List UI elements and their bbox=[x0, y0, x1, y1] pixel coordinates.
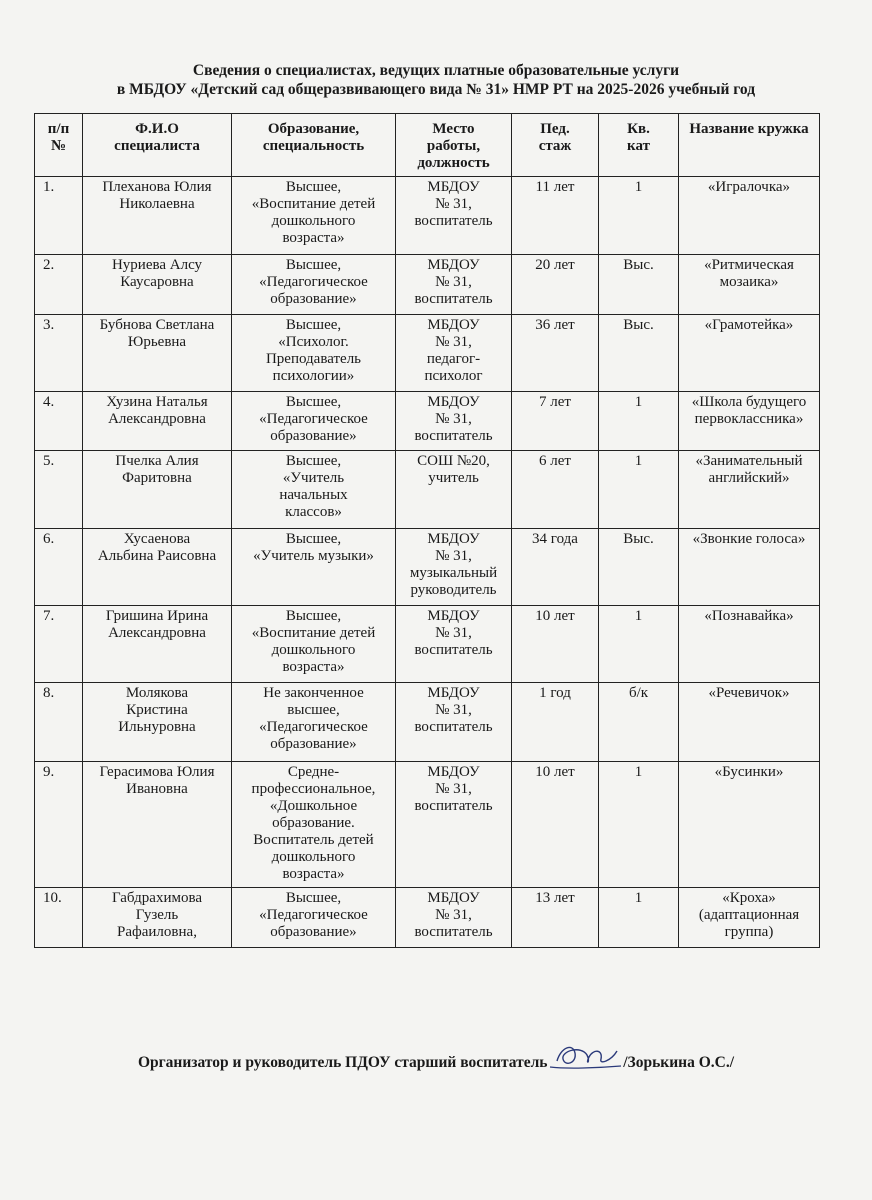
cell-experience: 6 лет bbox=[512, 451, 599, 529]
cell-category: 1 bbox=[599, 888, 679, 948]
cell-number: 1. bbox=[35, 177, 83, 255]
cell-number: 6. bbox=[35, 529, 83, 606]
table-row bbox=[35, 888, 820, 948]
table-row bbox=[35, 683, 820, 762]
cell-club: «Игралочка» bbox=[679, 177, 820, 255]
cell-club: «Познавайка» bbox=[679, 606, 820, 683]
cell-name: Молякова Кристина Ильнуровна bbox=[83, 683, 232, 762]
cell-education: Не законченное высшее, «Педагогическое образование» bbox=[232, 683, 396, 762]
cell-club: «Занимательный английский» bbox=[679, 451, 820, 529]
cell-workplace: МБДОУ № 31, музыкальный руководитель bbox=[396, 529, 512, 606]
cell-workplace: МБДОУ № 31, педагог- психолог bbox=[396, 315, 512, 392]
cell-club: «Речевичок» bbox=[679, 683, 820, 762]
cell-name: Пчелка Алия Фаритовна bbox=[83, 451, 232, 529]
cell-education: Высшее, «Педагогическое образование» bbox=[232, 888, 396, 948]
cell-education: Высшее, «Воспитание детей дошкольного возраста» bbox=[232, 177, 396, 255]
table-row bbox=[35, 529, 820, 606]
cell-workplace: МБДОУ № 31, воспитатель bbox=[396, 177, 512, 255]
cell-club: «Кроха» (адаптационная группа) bbox=[679, 888, 820, 948]
document-title-line-1: Сведения о специалистах, ведущих платные образовательные услуги bbox=[192, 62, 680, 79]
cell-workplace: МБДОУ № 31, воспитатель bbox=[396, 683, 512, 762]
cell-name: Бубнова Светлана Юрьевна bbox=[83, 315, 232, 392]
cell-name: Хусаенова Альбина Раисовна bbox=[83, 529, 232, 606]
cell-number: 8. bbox=[35, 683, 83, 762]
cell-experience: 36 лет bbox=[512, 315, 599, 392]
column-header-category: Кв. кат bbox=[599, 114, 679, 177]
cell-education: Высшее, «Педагогическое образование» bbox=[232, 255, 396, 315]
table-row bbox=[35, 451, 820, 529]
footer-position-text: Организатор и руководитель ПДОУ старший воспитатель bbox=[137, 1054, 548, 1071]
cell-education: Высшее, «Воспитание детей дошкольного возраста» bbox=[232, 606, 396, 683]
cell-category: Выс. bbox=[599, 315, 679, 392]
cell-number: 2. bbox=[35, 255, 83, 315]
cell-education: Высшее, «Учитель начальных классов» bbox=[232, 451, 396, 529]
cell-workplace: СОШ №20, учитель bbox=[396, 451, 512, 529]
signature-image bbox=[551, 1053, 619, 1073]
specialists-table bbox=[34, 113, 820, 948]
cell-club: «Звонкие голоса» bbox=[679, 529, 820, 606]
cell-number: 4. bbox=[35, 392, 83, 451]
cell-category: 1 bbox=[599, 606, 679, 683]
column-header-experience: Пед. стаж bbox=[512, 114, 599, 177]
cell-experience: 1 год bbox=[512, 683, 599, 762]
cell-club: «Ритмическая мозаика» bbox=[679, 255, 820, 315]
cell-workplace: МБДОУ № 31, воспитатель bbox=[396, 392, 512, 451]
column-header-name: Ф.И.О специалиста bbox=[83, 114, 232, 177]
signature-scribble bbox=[547, 1039, 623, 1073]
cell-name: Плеханова Юлия Николаевна bbox=[83, 177, 232, 255]
column-header-education: Образование, специальность bbox=[232, 114, 396, 177]
cell-education: Высшее, «Педагогическое образование» bbox=[232, 392, 396, 451]
cell-number: 3. bbox=[35, 315, 83, 392]
cell-name: Габдрахимова Гузель Рафаиловна, bbox=[83, 888, 232, 948]
cell-workplace: МБДОУ № 31, воспитатель bbox=[396, 762, 512, 888]
footer-signature-line bbox=[0, 1053, 872, 1073]
table-row bbox=[35, 255, 820, 315]
cell-category: 1 bbox=[599, 177, 679, 255]
cell-club: «Грамотейка» bbox=[679, 315, 820, 392]
cell-name: Гришина Ирина Александровна bbox=[83, 606, 232, 683]
cell-category: б/к bbox=[599, 683, 679, 762]
table-row bbox=[35, 392, 820, 451]
cell-experience: 20 лет bbox=[512, 255, 599, 315]
cell-education: Высшее, «Учитель музыки» bbox=[232, 529, 396, 606]
cell-number: 10. bbox=[35, 888, 83, 948]
cell-experience: 10 лет bbox=[512, 606, 599, 683]
cell-club: «Школа будущего первоклассника» bbox=[679, 392, 820, 451]
cell-education: Средне- профессиональное, «Дошкольное образование. Воспитатель детей дошкольного возраста» bbox=[232, 762, 396, 888]
column-header-club: Название кружка bbox=[679, 114, 820, 177]
cell-category: 1 bbox=[599, 451, 679, 529]
cell-category: 1 bbox=[599, 762, 679, 888]
cell-experience: 10 лет bbox=[512, 762, 599, 888]
cell-number: 7. bbox=[35, 606, 83, 683]
cell-club: «Бусинки» bbox=[679, 762, 820, 888]
cell-experience: 11 лет bbox=[512, 177, 599, 255]
table-row bbox=[35, 177, 820, 255]
table-header-row bbox=[35, 114, 820, 177]
table-row bbox=[35, 762, 820, 888]
document-title-line-2: в МБДОУ «Детский сад общеразвивающего вида № 31» НМР РТ на 2025-2026 учебный год bbox=[116, 81, 756, 98]
cell-number: 9. bbox=[35, 762, 83, 888]
cell-category: Выс. bbox=[599, 255, 679, 315]
cell-workplace: МБДОУ № 31, воспитатель bbox=[396, 255, 512, 315]
cell-experience: 34 года bbox=[512, 529, 599, 606]
cell-name: Хузина Наталья Александровна bbox=[83, 392, 232, 451]
cell-experience: 13 лет bbox=[512, 888, 599, 948]
cell-education: Высшее, «Психолог. Преподаватель психологии» bbox=[232, 315, 396, 392]
cell-workplace: МБДОУ № 31, воспитатель bbox=[396, 888, 512, 948]
column-header-number: п/п № bbox=[35, 114, 83, 177]
table-row bbox=[35, 315, 820, 392]
table-row bbox=[35, 606, 820, 683]
cell-name: Нуриева Алсу Каусаровна bbox=[83, 255, 232, 315]
cell-category: Выс. bbox=[599, 529, 679, 606]
column-header-workplace: Место работы, должность bbox=[396, 114, 512, 177]
footer-name-text: /Зорькина О.С./ bbox=[623, 1054, 735, 1071]
cell-name: Герасимова Юлия Ивановна bbox=[83, 762, 232, 888]
cell-workplace: МБДОУ № 31, воспитатель bbox=[396, 606, 512, 683]
cell-number: 5. bbox=[35, 451, 83, 529]
cell-category: 1 bbox=[599, 392, 679, 451]
cell-experience: 7 лет bbox=[512, 392, 599, 451]
